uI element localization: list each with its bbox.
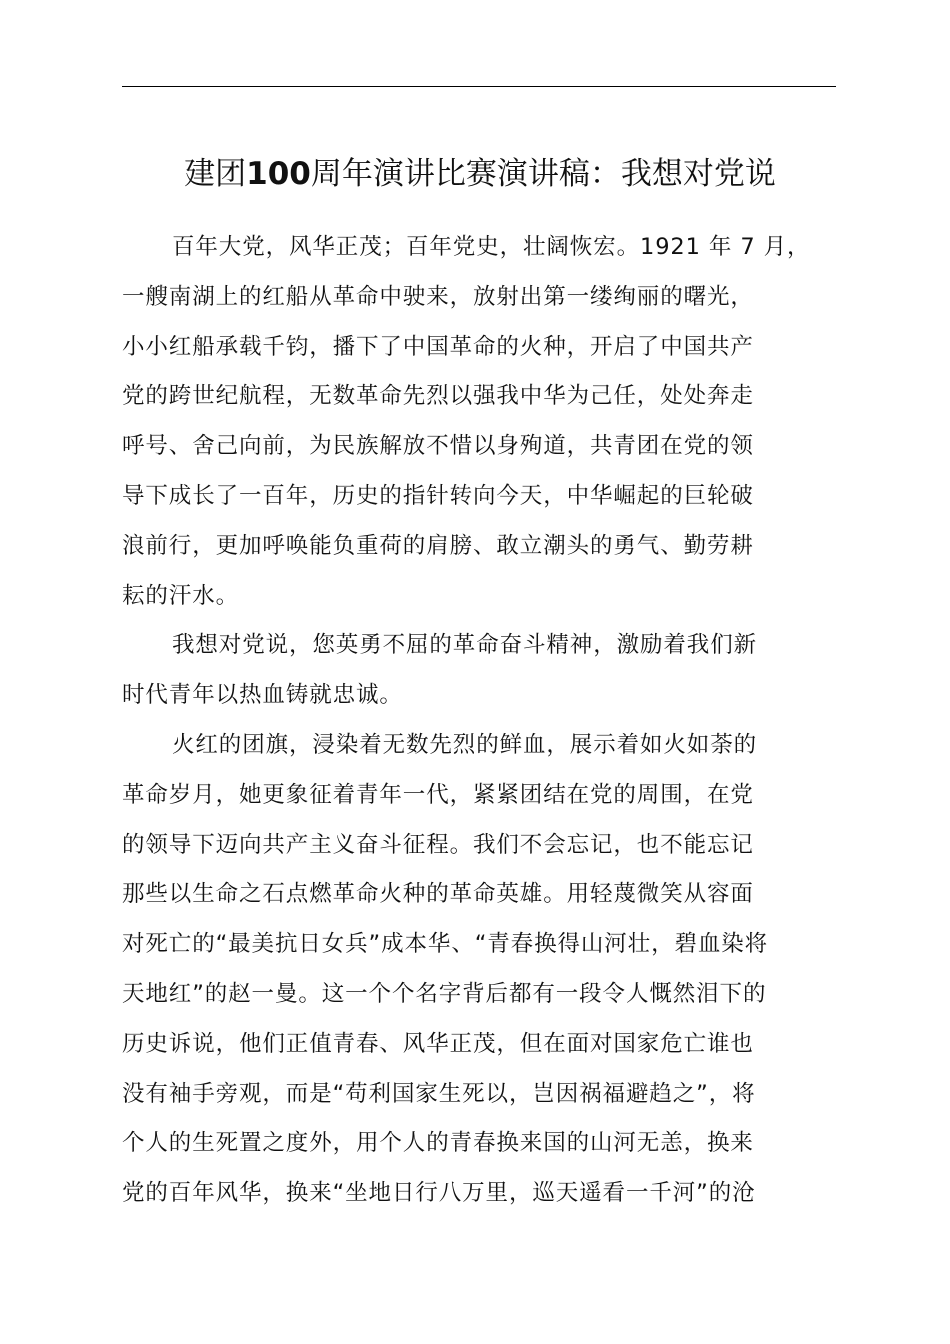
text-line: 历史诉说，他们正值青春、风华正茂，但在面对国家危亡谁也: [122, 1030, 754, 1057]
text-line: 的领导下迈向共产主义奋斗征程。我们不会忘记，也不能忘记: [122, 831, 754, 858]
header-rule: [122, 86, 836, 87]
text-line: 我想对党说，您英勇不屈的革命奋斗精神，激励着我们新: [172, 632, 758, 659]
text-line: 对死亡的“最美抗日女兵”成本华、“青春换得山河壮，碧血染将: [122, 931, 769, 958]
text-line: 时代青年以热血铸就忠诚。: [122, 682, 403, 709]
document-body: [122, 223, 836, 1219]
text-line: 天地红”的赵一曼。这一个个名字背后都有一段令人慨然泪下的: [122, 980, 767, 1007]
text-line: 呼号、舍己向前，为民族解放不惜以身殉道，共青团在党的领: [122, 433, 754, 460]
title-prefix: 建团: [184, 156, 247, 192]
text-line: 百年大党，风华正茂；百年党史，壮阔恢宏。1921 年 7 月，: [172, 234, 811, 260]
text-line: 没有袖手旁观，而是“苟利国家生死以，岂因祸福避趋之”，将: [122, 1080, 756, 1107]
paragraph-1: [122, 223, 836, 621]
paragraph-3: [122, 721, 836, 1219]
text-line: 党的跨世纪航程，无数革命先烈以强我中华为己任，处处奔走: [122, 383, 754, 410]
document-title: [100, 150, 860, 198]
text-line: 导下成长了一百年，历史的指针转向今天，中华崛起的巨轮破: [122, 482, 754, 509]
title-number: 100: [246, 156, 311, 192]
paragraph-2: [122, 621, 836, 721]
text-line: 一艘南湖上的红船从革命中驶来，放射出第一缕绚丽的曙光，: [122, 283, 754, 310]
text-line: 革命岁月，她更象征着青年一代，紧紧团结在党的周围，在党: [122, 781, 754, 808]
text-line: 耘的汗水。: [122, 582, 240, 609]
text-line: 个人的生死置之度外，用个人的青春换来国的山河无恙，换来: [122, 1130, 754, 1157]
text-line: 党的百年风华，换来“坐地日行八万里，巡天遥看一千河”的沧: [122, 1180, 756, 1207]
text-line: 小小红船承载千钧，播下了中国革命的火种，开启了中国共产: [122, 333, 754, 360]
text-line: 那些以生命之石点燃革命火种的革命英雄。用轻蔑微笑从容面: [122, 881, 754, 908]
text-line: 浪前行，更加呼唤能负重荷的肩膀、敢立潮头的勇气、勤劳耕: [122, 532, 754, 559]
text-line: 火红的团旗，浸染着无数先烈的鲜血，展示着如火如荼的: [172, 731, 758, 758]
title-suffix: 周年演讲比赛演讲稿：我想对党说: [310, 156, 776, 192]
